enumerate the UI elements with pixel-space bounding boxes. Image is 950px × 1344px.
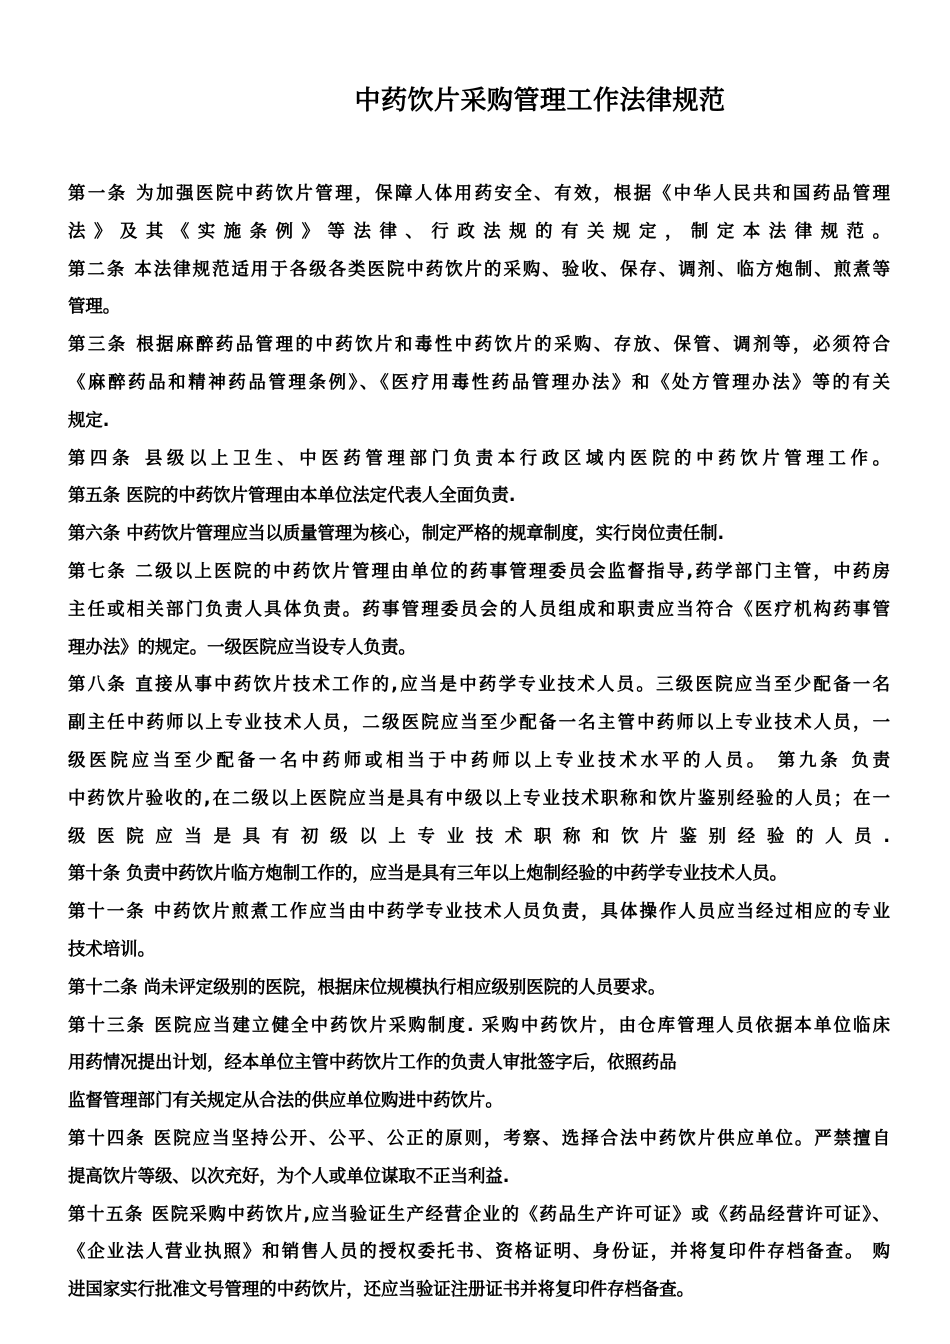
text-line: 用药情况提出计划，经本单位主管中药饮片工作的负责人审批签字后，依照药品	[68, 1053, 677, 1074]
text-line: 第十条 负责中药饮片临方炮制工作的，应当是具有三年以上炮制经验的中药学专业技术人员。	[68, 864, 788, 885]
text-line: 级医院应当是具有初级以上专业技术职称和饮片鉴别经验的人员.	[68, 826, 890, 847]
text-line: 管理。	[68, 297, 121, 318]
text-line: 理办法》的规定。一级医院应当设专人负责。	[68, 637, 416, 658]
text-line: 第十一条 中药饮片煎煮工作应当由中药学专业技术人员负责，具体操作人员应当经过相应的专业	[68, 902, 890, 923]
text-line: 第二条 本法律规范适用于各级各类医院中药饮片的采购、验收、保存、调剂、临方炮制、煎煮等	[68, 259, 890, 280]
text-line: 第八条 直接从事中药饮片技术工作的,应当是中药学专业技术人员。三级医院应当至少配备一名	[68, 675, 890, 696]
text-line: 第一条 为加强医院中药饮片管理，保障人体用药安全、有效，根据《中华人民共和国药品管理	[68, 184, 890, 204]
text-line: 第七条 二级以上医院的中药饮片管理由单位的药事管理委员会监督指导,药学部门主管，中药房	[68, 561, 890, 582]
text-line: 规定.	[68, 410, 110, 431]
text-line: 第十三条 医院应当建立健全中药饮片采购制度. 采购中药饮片，由仓库管理人员依据本单位临床	[68, 1015, 890, 1036]
text-line: 第十五条 医院采购中药饮片,应当验证生产经营企业的《药品生产许可证》或《药品经营许可证》、	[68, 1204, 890, 1225]
text-line: 技术培训。	[68, 939, 155, 960]
text-line: 第十二条 尚未评定级别的医院，根据床位规模执行相应级别医院的人员要求。	[68, 977, 666, 998]
document-body	[68, 176, 890, 1310]
text-line: 第三条 根据麻醉药品管理的中药饮片和毒性中药饮片的采购、存放、保管、调剂等，必须符合	[68, 335, 890, 356]
text-line: 《麻醉药品和精神药品管理条例》、《医疗用毒性药品管理办法》和《处方管理办法》等的有关	[68, 372, 890, 393]
text-line: 法》及其《实施条例》等法律、行政法规的有关规定，制定本法律规范。	[68, 221, 890, 242]
text-line: 级医院应当至少配备一名中药师或相当于中药师以上专业技术水平的人员。 第九条 负责	[68, 750, 890, 771]
text-line: 提高饮片等级、以次充好，为个人或单位谋取不正当利益.	[68, 1166, 510, 1187]
text-line: 主任或相关部门负责人具体负责。药事管理委员会的人员组成和职责应当符合《医疗机构药事管	[68, 599, 890, 620]
text-line: 《企业法人营业执照》和销售人员的授权委托书、资格证明、身份证，并将复印件存档备查。 购	[68, 1242, 890, 1263]
document-title: 中药饮片采购管理工作法律规范	[354, 86, 726, 116]
text-line: 第十四条 医院应当坚持公开、公平、公正的原则，考察、选择合法中药饮片供应单位。严禁擅自	[68, 1128, 890, 1149]
text-line: 进国家实行批准文号管理的中药饮片，还应当验证注册证书并将复印件存档备查。	[68, 1280, 695, 1301]
text-line: 中药饮片验收的,在二级以上医院应当是具有中级以上专业技术职称和饮片鉴别经验的人员；在一	[68, 788, 890, 809]
text-line: 第六条 中药饮片管理应当以质量管理为核心，制定严格的规章制度，实行岗位责任制.	[68, 524, 725, 545]
text-line: 第五条 医院的中药饮片管理由本单位法定代表人全面负责.	[68, 486, 516, 507]
text-line: 监督管理部门有关规定从合法的供应单位购进中药饮片。	[68, 1091, 503, 1112]
text-line: 第四条 县级以上卫生、中医药管理部门负责本行政区域内医院的中药饮片管理工作。	[68, 448, 890, 469]
text-line: 副主任中药师以上专业技术人员，二级医院应当至少配备一名主管中药师以上专业技术人员，一	[68, 713, 890, 734]
